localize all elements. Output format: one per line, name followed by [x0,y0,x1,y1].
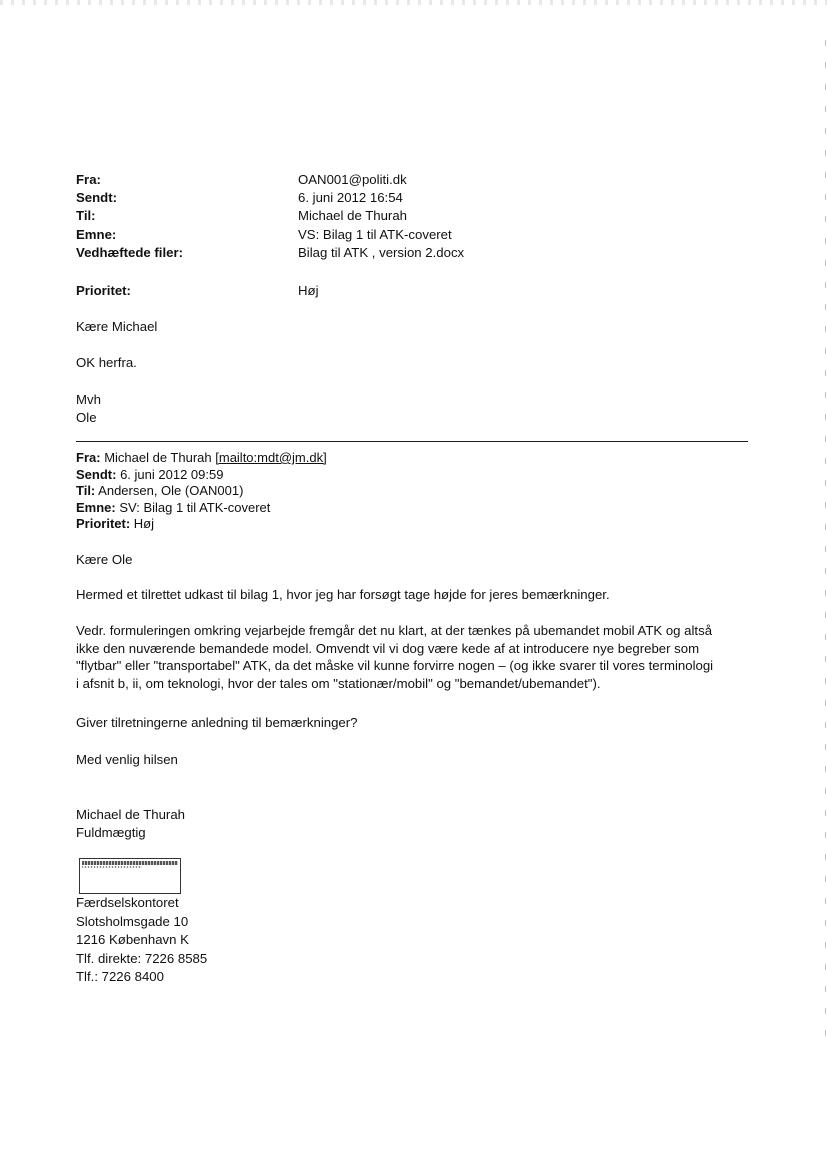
fwd-from-name: Michael de Thurah [104,450,212,465]
logo-stripe-secondary [82,866,142,868]
city-address: 1216 København K [76,932,189,947]
body-closing [76,751,178,769]
fwd-priority-row [76,516,327,533]
fwd-priority-value: Høj [133,516,155,531]
sent-value: 6. juni 2012 16:54 [298,190,403,205]
divider-line [76,441,748,442]
logo-stripe [82,861,178,865]
body-paragraph-2-line-1: Vedr. formuleringen omkring vejarbejde fremgår det nu klart, at der tænkes på ubemandet mobil ATK og altså [76,623,713,638]
forwarded-header [76,450,327,533]
office-name: Færdselskontoret [76,895,179,910]
body-closing-text: Med venlig hilsen [76,752,178,767]
fwd-sent-row [76,467,327,484]
body-signature-name [76,806,185,841]
body-greeting-text: Kære Ole [76,552,133,567]
body-paragraph-1 [76,586,610,604]
fwd-subject-value: SV: Bilag 1 til ATK-coveret [119,499,271,515]
from-label: Fra: [76,172,101,187]
priority-label: Prioritet: [76,283,131,298]
to-value: Michael de Thurah [298,208,407,223]
phone-direct: Tlf. direkte: 7226 8585 [76,950,208,966]
reply-signoff: Mvh [76,392,101,407]
phone-main: Tlf.: 7226 8400 [76,969,164,984]
attachments-value: Bilag til ATK , version 2.docx [298,245,465,260]
to-label: Til: [76,208,96,223]
subject-value: VS: Bilag 1 til ATK-coveret [298,227,452,242]
body-paragraph-3-text: Giver tilretningerne anledning til bemærkninger? [76,715,358,730]
scan-edge-top [0,0,827,5]
sent-label: Sendt: [76,190,118,205]
fwd-to-label: Til: [76,483,96,498]
signature-title-text: Fuldmægtig [76,824,146,840]
fwd-sent-label: Sendt: [76,466,117,482]
attachments-label: Vedhæftede filer: [76,245,183,260]
fwd-subject-label: Emne: [76,499,116,515]
logo-image [79,858,181,894]
reply-sender-name: Ole [76,410,97,425]
body-paragraph-2-line-3: "flytbar" eller "transportabel" ATK, da det måske vil kunne forvirre nogen – (og ikke svarer til vores terminologi [76,658,714,673]
fwd-to-row [76,483,327,500]
body-paragraph-1-text: Hermed et tilrettet udkast til bilag 1, hvor jeg har forsøgt tage højde for jeres bemærkninger. [76,587,610,602]
body-paragraph-3 [76,714,357,732]
fwd-from-label: Fra: [76,450,101,465]
fwd-mailto-link[interactable]: [mailto:mdt@jm.dk] [215,450,327,465]
signature-address [76,894,207,987]
body-paragraph-2-line-4: i afsnit b, ii, om teknologi, hvor der tales om "stationær/mobil" og "bemandet/ubemandet"). [76,675,601,691]
priority-value: Høj [298,283,319,298]
from-value: OAN001@politi.dk [298,172,407,187]
body-paragraph-2 [76,622,713,692]
subject-label: Emne: [76,227,117,242]
reply-greeting: Kære Michael [76,319,158,334]
fwd-to-value: Andersen, Ole (OAN001) [98,483,244,498]
body-paragraph-2-line-2: ikke den nuværende bemandede model. Omvendt vil vi dog være kede af at introducere nye begreber som [76,640,700,656]
fwd-priority-label: Prioritet: [76,516,131,531]
scan-edge-right [825,40,826,1040]
reply-line: OK herfra. [76,355,137,370]
signature-name-text: Michael de Thurah [76,807,185,822]
fwd-sent-value: 6. juni 2012 09:59 [120,466,224,482]
fwd-subject-row [76,500,327,517]
fwd-from-row [76,450,327,467]
street-address: Slotsholmsgade 10 [76,913,189,929]
body-greeting [76,551,132,569]
